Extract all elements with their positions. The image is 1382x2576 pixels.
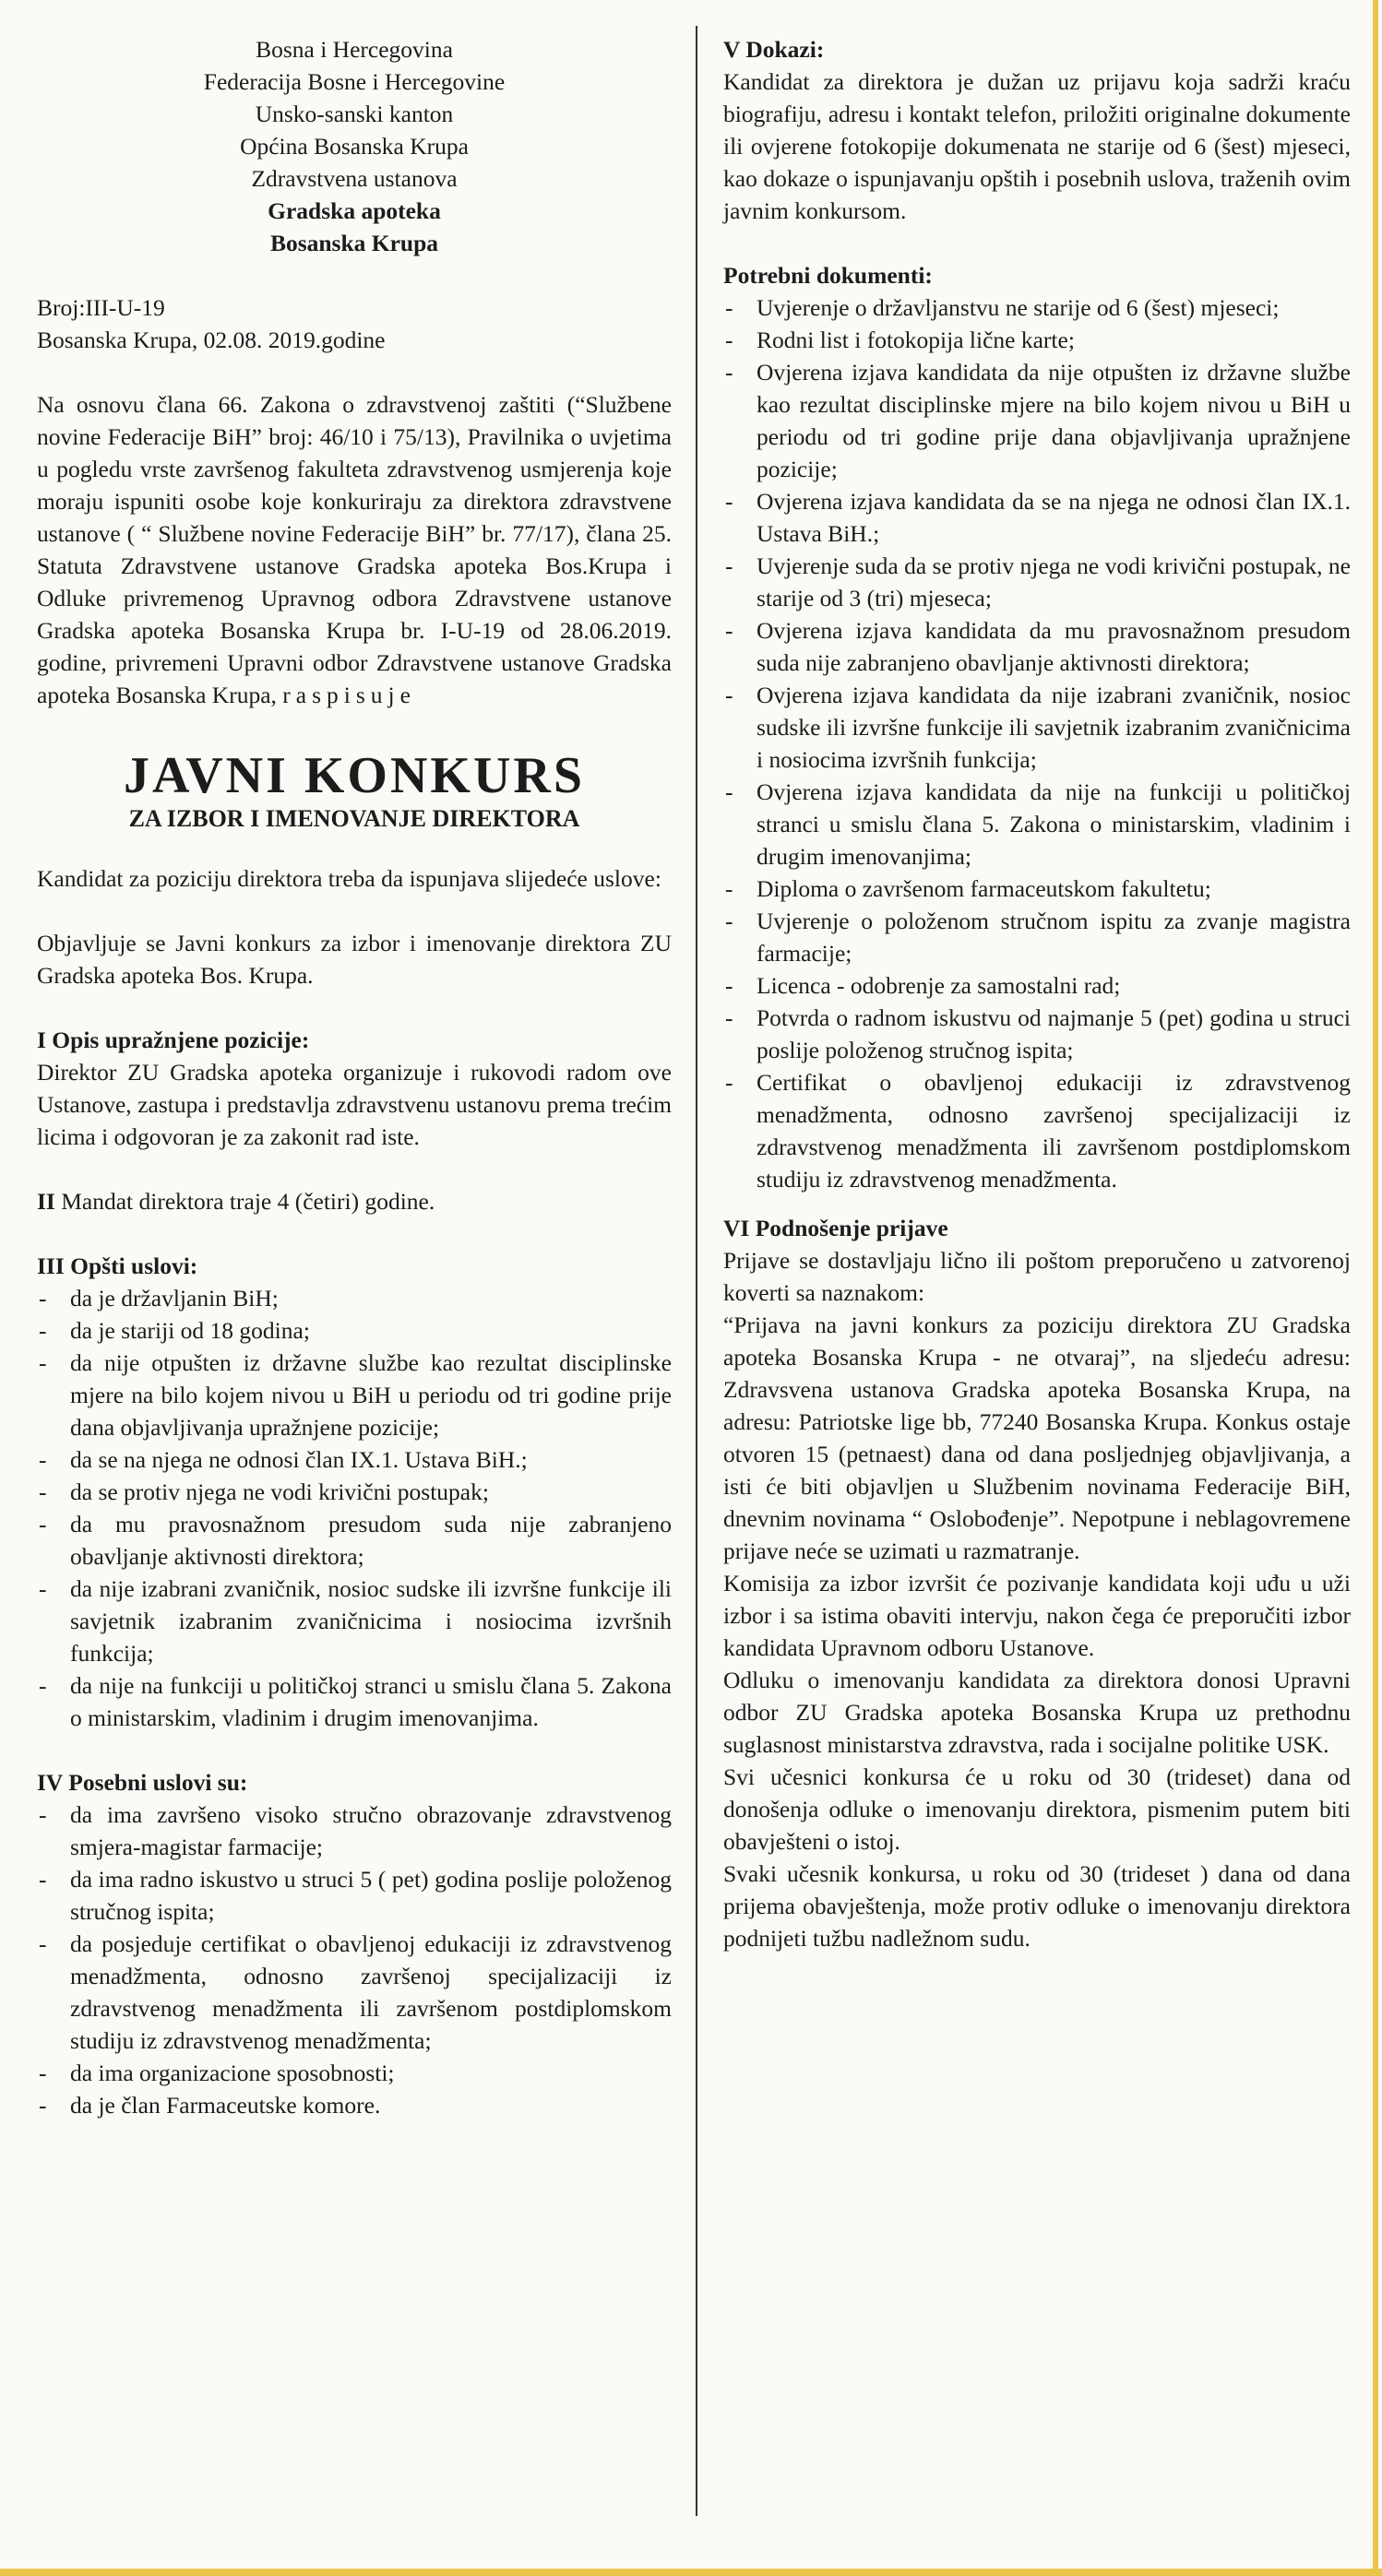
list-item: - Ovjerena izjava kandidata da se na njega ne odnosi član IX.1. Ustava BiH.; bbox=[723, 485, 1351, 550]
document-subtitle: ZA IZBOR I IMENOVANJE DIREKTORA bbox=[128, 805, 580, 832]
conditions-intro: Kandidat za poziciju direktora treba da ispunjava slijedeće uslove: bbox=[37, 865, 661, 892]
list-item: - da posjeduje certifikat o obavljenoj edukaciji iz zdravstvenog menadžmenta, odnosno završenoj specijalizaciji iz zdravstvenog menadžmenta ili završenom postdiplomskom studiju iz zdravstvenog menadžmenta; bbox=[37, 1928, 672, 2057]
section-text: Svi učesnici konkursa će u roku od 30 (trideset) dana od donošenja odluke o imenovanju direktora, pismenim putem biti obavješteni o istoj. bbox=[723, 1763, 1351, 1855]
list-item: - Ovjerena izjava kandidata da nije na funkciji u političkoj stranci u smislu člana 5. Zakona o ministarskim, vladinim i drugim imenovanjima; bbox=[723, 776, 1351, 873]
list-item: - Rodni list i fotokopija lične karte; bbox=[723, 324, 1351, 356]
section-text: Svaki učesnik konkursa, u roku od 30 (trideset ) dana od dana prijema obavještenja, može protiv odluke o imenovanju direktora podnijeti tužbu nadležnom sudu. bbox=[723, 1860, 1351, 1952]
list-item: - Certifikat o obavljenoj edukaciji iz zdravstvenog menadžmenta, odnosno završenoj specijalizaciji iz zdravstvenog menadžmenta ili završenom postdiplomskom studiju iz zdravstvenog menadžmenta. bbox=[723, 1066, 1351, 1195]
section-heading: III Opšti uslovi: bbox=[37, 1252, 198, 1279]
list-item: - Uvjerenje o državljanstvu ne starije od 6 (šest) mjeseci; bbox=[723, 291, 1351, 324]
intro-end: raspisuje bbox=[282, 682, 416, 708]
document-title: JAVNI KONKURS bbox=[123, 747, 586, 804]
announcement: Objavljuje se Javni konkurs za izbor i imenovanje direktora ZU Gradska apoteka Bos. Krupa. bbox=[37, 930, 672, 989]
intro-paragraph bbox=[37, 388, 672, 711]
left-column bbox=[37, 33, 672, 2523]
reference-number: Broj:III-U-19 bbox=[37, 294, 165, 321]
list-item: - da se protiv njega ne vodi krivični postupak; bbox=[37, 1476, 672, 1508]
list-item: - Diploma o završenom farmaceutskom fakultetu; bbox=[723, 873, 1351, 905]
list-item: - da ima završeno visoko stručno obrazovanje zdravstvenog smjera-magistar farmacije; bbox=[37, 1798, 672, 1863]
list-item: - da se na njega ne odnosi član IX.1. Ustava BiH.; bbox=[37, 1443, 672, 1476]
list-item: - Uvjerenje suda da se protiv njega ne vodi krivični postupak, ne starije od 3 (tri) mjeseca; bbox=[723, 550, 1351, 614]
list-item: - Licenca - odobrenje za samostalni rad; bbox=[723, 969, 1351, 1002]
right-column bbox=[723, 33, 1351, 2523]
header-line: Općina Bosanska Krupa bbox=[240, 133, 469, 160]
section-text: Direktor ZU Gradska apoteka organizuje i rukovodi radom ove Ustanove, zastupa i predstavlja zdravstvenu ustanovu prema trećim licima i odgovoran je za zakonit rad iste. bbox=[37, 1059, 672, 1150]
header-line: Bosna i Hercegovina bbox=[256, 36, 453, 63]
section-heading: VI Podnošenje prijave bbox=[723, 1215, 948, 1241]
list-item: - Ovjerena izjava kandidata da nije otpušten iz državne službe kao rezultat disciplinske mjere na bilo kojem nivou u BiH u periodu od tri godine prije dana objavljivanja upražnjene pozicije; bbox=[723, 356, 1351, 485]
section-text: Prijave se dostavljaju lično ili poštom preporučeno u zatvorenoj koverti sa naznakom: bbox=[723, 1247, 1351, 1306]
section-heading: V Dokazi: bbox=[723, 36, 825, 63]
list-item: - da nije izabrani zvaničnik, nosioc sudske ili izvršne funkcije ili savjetnik izabranim zvaničnicima i nosiocima izvršnih funkcija; bbox=[37, 1573, 672, 1669]
section-heading: IV Posebni uslovi su: bbox=[37, 1769, 248, 1796]
section-heading: II bbox=[37, 1188, 55, 1215]
section-text: Odluku o imenovanju kandidata za direktora donosi Upravni odbor ZU Gradska apoteka Bosanska Krupa uz prethodnu suglasnost ministarstva zdravstva, rada i socijalne politike USK. bbox=[723, 1667, 1351, 1758]
list-item: - Uvjerenje o položenom stručnom ispitu za zvanje magistra farmacije; bbox=[723, 905, 1351, 969]
mandate-paragraph bbox=[37, 1185, 672, 1217]
header-line: Unsko-sanski kanton bbox=[255, 101, 454, 127]
section-text: Mandat direktora traje 4 (četiri) godine. bbox=[61, 1188, 435, 1215]
list-item: - da nije otpušten iz državne službe kao rezultat disciplinske mjere na bilo kojem nivou u BiH u periodu od tri godine prije dana objavljivanja upražnjene pozicije; bbox=[37, 1347, 672, 1443]
header-bold-line: Bosanska Krupa bbox=[269, 230, 439, 256]
page-bottom-rule bbox=[0, 2569, 1382, 2576]
section-text: “Prijava na javni konkurs za poziciju direktora ZU Gradska apoteka Bosanska Krupa - ne otvaraj”, na sljedeću adresu: Zdravsvena ustanova Gradska apoteka Bosanska Krupa, na adresu: Patriotske lige bb, 77240 Bosanska Krupa. Konkus ostaje otvoren 15 (petnaest) dana od dana posljednjeg objavljivanja, a isti će biti objavljen u Službenim novinama Federacije BiH, dnevnim novinama “ Oslobođenje”. Nepotpune i neblagovremene prijave neće se uzimati u razmatranje. bbox=[723, 1312, 1351, 1564]
header-line: Zdravstvena ustanova bbox=[251, 165, 458, 192]
section-text: Komisija za izbor izvršit će pozivanje kandidata koji uđu u uži izbor i sa istima obaviti intervju, nakon čega će preporučiti izbor kandidata Upravnom odboru Ustanove. bbox=[723, 1570, 1351, 1661]
list-item: - da mu pravosnažnom presudom suda nije zabranjeno obavljanje aktivnosti direktora; bbox=[37, 1508, 672, 1573]
general-conditions-list bbox=[37, 1282, 672, 1734]
list-item: - da je član Farmaceutske komore. bbox=[37, 2089, 672, 2121]
intro-text: Na osnovu člana 66. Zakona o zdravstvenoj zaštiti (“Službene novine Federacije BiH” broj: 46/10 i 75/13), Pravilnika o uvjetima u pogledu vrste završenog fakulteta zdravstvenog usmjerenja koje moraju ispuniti osobe koje konkuriraju za direktora zdravstvene ustanove ( “ Službene novine Federacije BiH” br. 77/17), člana 25. Statuta Zdravstvene ustanove Gradska apoteka Bos.Krupa i Odluke privremenog Upravnog odbora Zdravstvene ustanove Gradska apoteka Bosanska Krupa br. I-U-19 od 28.06.2019. godine, privremeni Upravni odbor Zdravstvene ustanove Gradska apoteka Bosanska Krupa, bbox=[37, 391, 672, 708]
list-item: - Ovjerena izjava kandidata da nije izabrani zvaničnik, nosioc sudske ili izvršne funkcije ili savjetnik izabranim zvaničnicima i nosiocima izvršnih funkcija; bbox=[723, 679, 1351, 776]
section-heading: Potrebni dokumenti: bbox=[723, 262, 933, 289]
list-item: - da je državljanin BiH; bbox=[37, 1282, 672, 1314]
list-item: - da ima organizacione sposobnosti; bbox=[37, 2057, 672, 2089]
list-item: - da nije na funkciji u političkoj stranci u smislu člana 5. Zakona o ministarskim, vladinim i drugim imenovanjima. bbox=[37, 1669, 672, 1734]
reference-date: Bosanska Krupa, 02.08. 2019.godine bbox=[37, 326, 386, 353]
list-item: - da je stariji od 18 godina; bbox=[37, 1314, 672, 1347]
list-item: - da ima radno iskustvo u struci 5 ( pet) godina poslije položenog stručnog ispita; bbox=[37, 1863, 672, 1928]
list-item: - Potvrda o radnom iskustvu od najmanje 5 (pet) godina u struci poslije položenog stručnog ispita; bbox=[723, 1002, 1351, 1066]
header-line: Federacija Bosne i Hercegovine bbox=[203, 68, 506, 95]
special-conditions-list bbox=[37, 1798, 672, 2121]
list-item: - Ovjerena izjava kandidata da mu pravosnažnom presudom suda nije zabranjeno obavljanje aktivnosti direktora; bbox=[723, 614, 1351, 679]
column-divider bbox=[696, 26, 697, 2516]
page-edge-rule bbox=[1373, 0, 1378, 2576]
required-documents-list bbox=[723, 291, 1351, 1195]
issuer-header bbox=[37, 33, 672, 259]
section-heading: I Opis upražnjene pozicije: bbox=[37, 1027, 310, 1053]
header-bold-line: Gradska apoteka bbox=[268, 197, 441, 224]
section-text: Kandidat za direktora je dužan uz prijavu koja sadrži kraću biografiju, adresu i kontakt telefon, priložiti originalne dokumente ili ovjerene fotokopije dokumenata ne starije od 6 (šest) mjeseci, kao dokaze o ispunjavanju opštih i posebnih uslova, traženih ovim javnim konkursom. bbox=[723, 68, 1351, 224]
